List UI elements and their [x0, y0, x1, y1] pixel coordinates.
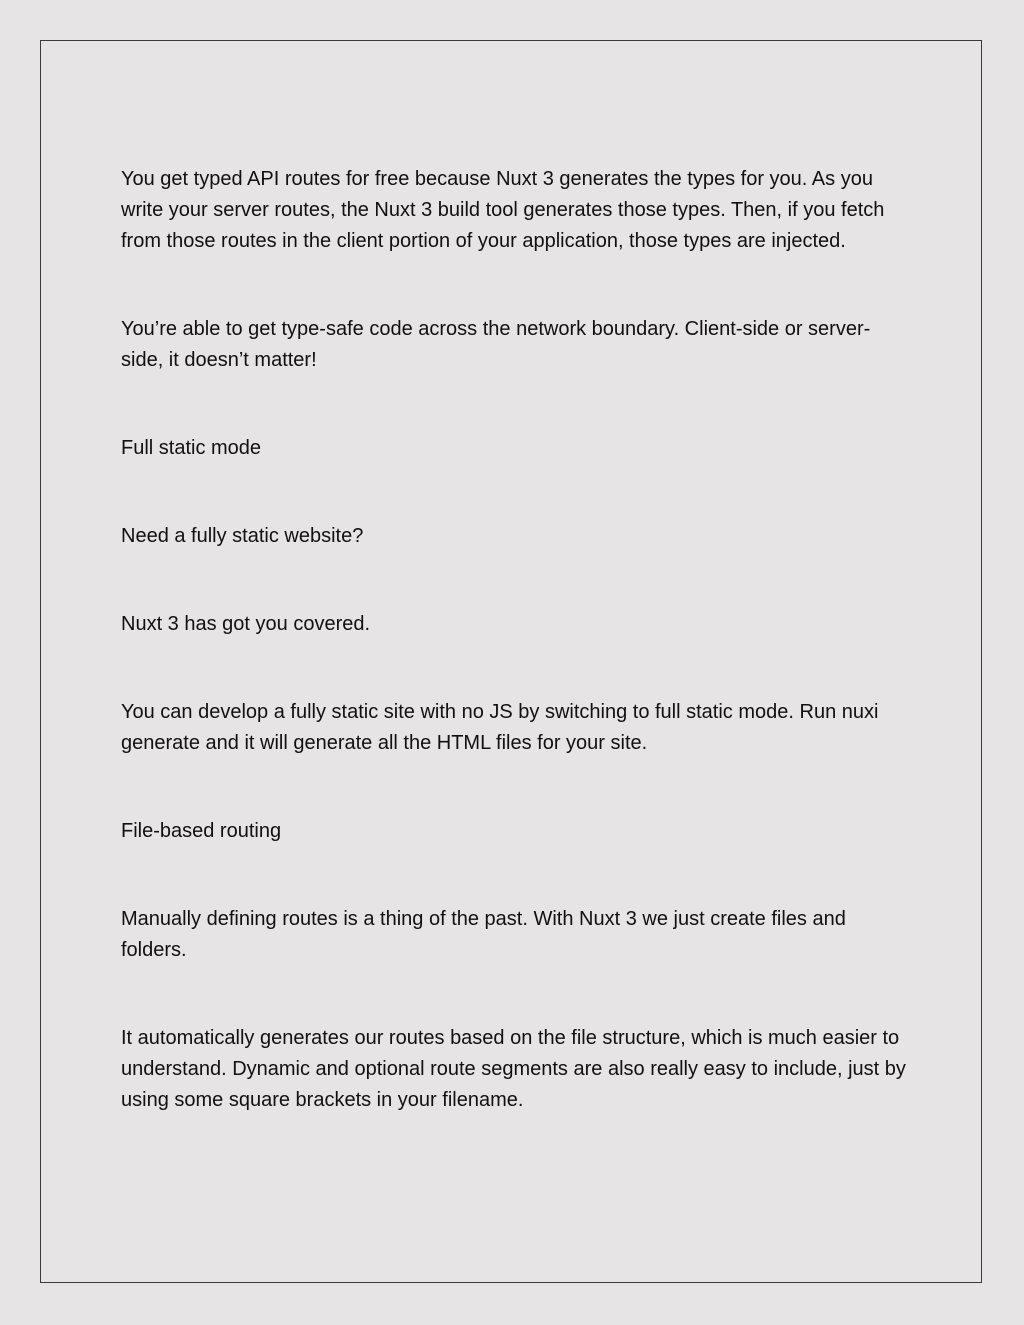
paragraph-develop-static-site: You can develop a fully static site with no JS by switching to full static mode. Run nuxi generate and it will generate all the HTML files for your site. — [121, 701, 879, 754]
paragraph-auto-generates-routes: It automatically generates our routes based on the file structure, which is much easier to understand. Dynamic and optional route segments are also really easy to include, just by using some square brackets in your filename. — [121, 1027, 906, 1111]
paragraph-manually-defining-routes: Manually defining routes is a thing of the past. With Nuxt 3 we just create files and folders. — [121, 908, 846, 961]
heading-file-based-routing: File-based routing — [121, 820, 282, 842]
document-body — [121, 164, 911, 1116]
paragraph-typed-api-routes: You get typed API routes for free because Nuxt 3 generates the types for you. As you write your server routes, the Nuxt 3 build tool generates those types. Then, if you fetch from those routes in the client portion of your application, those types are injected. — [121, 168, 885, 252]
paragraph-need-static-website: Need a fully static website? — [121, 525, 364, 547]
paragraph-nuxt-covered: Nuxt 3 has got you covered. — [121, 613, 371, 635]
heading-full-static-mode: Full static mode — [121, 437, 262, 459]
paragraph-type-safe-code: You’re able to get type-safe code across the network boundary. Client-side or server-side, it doesn’t matter! — [121, 318, 871, 371]
